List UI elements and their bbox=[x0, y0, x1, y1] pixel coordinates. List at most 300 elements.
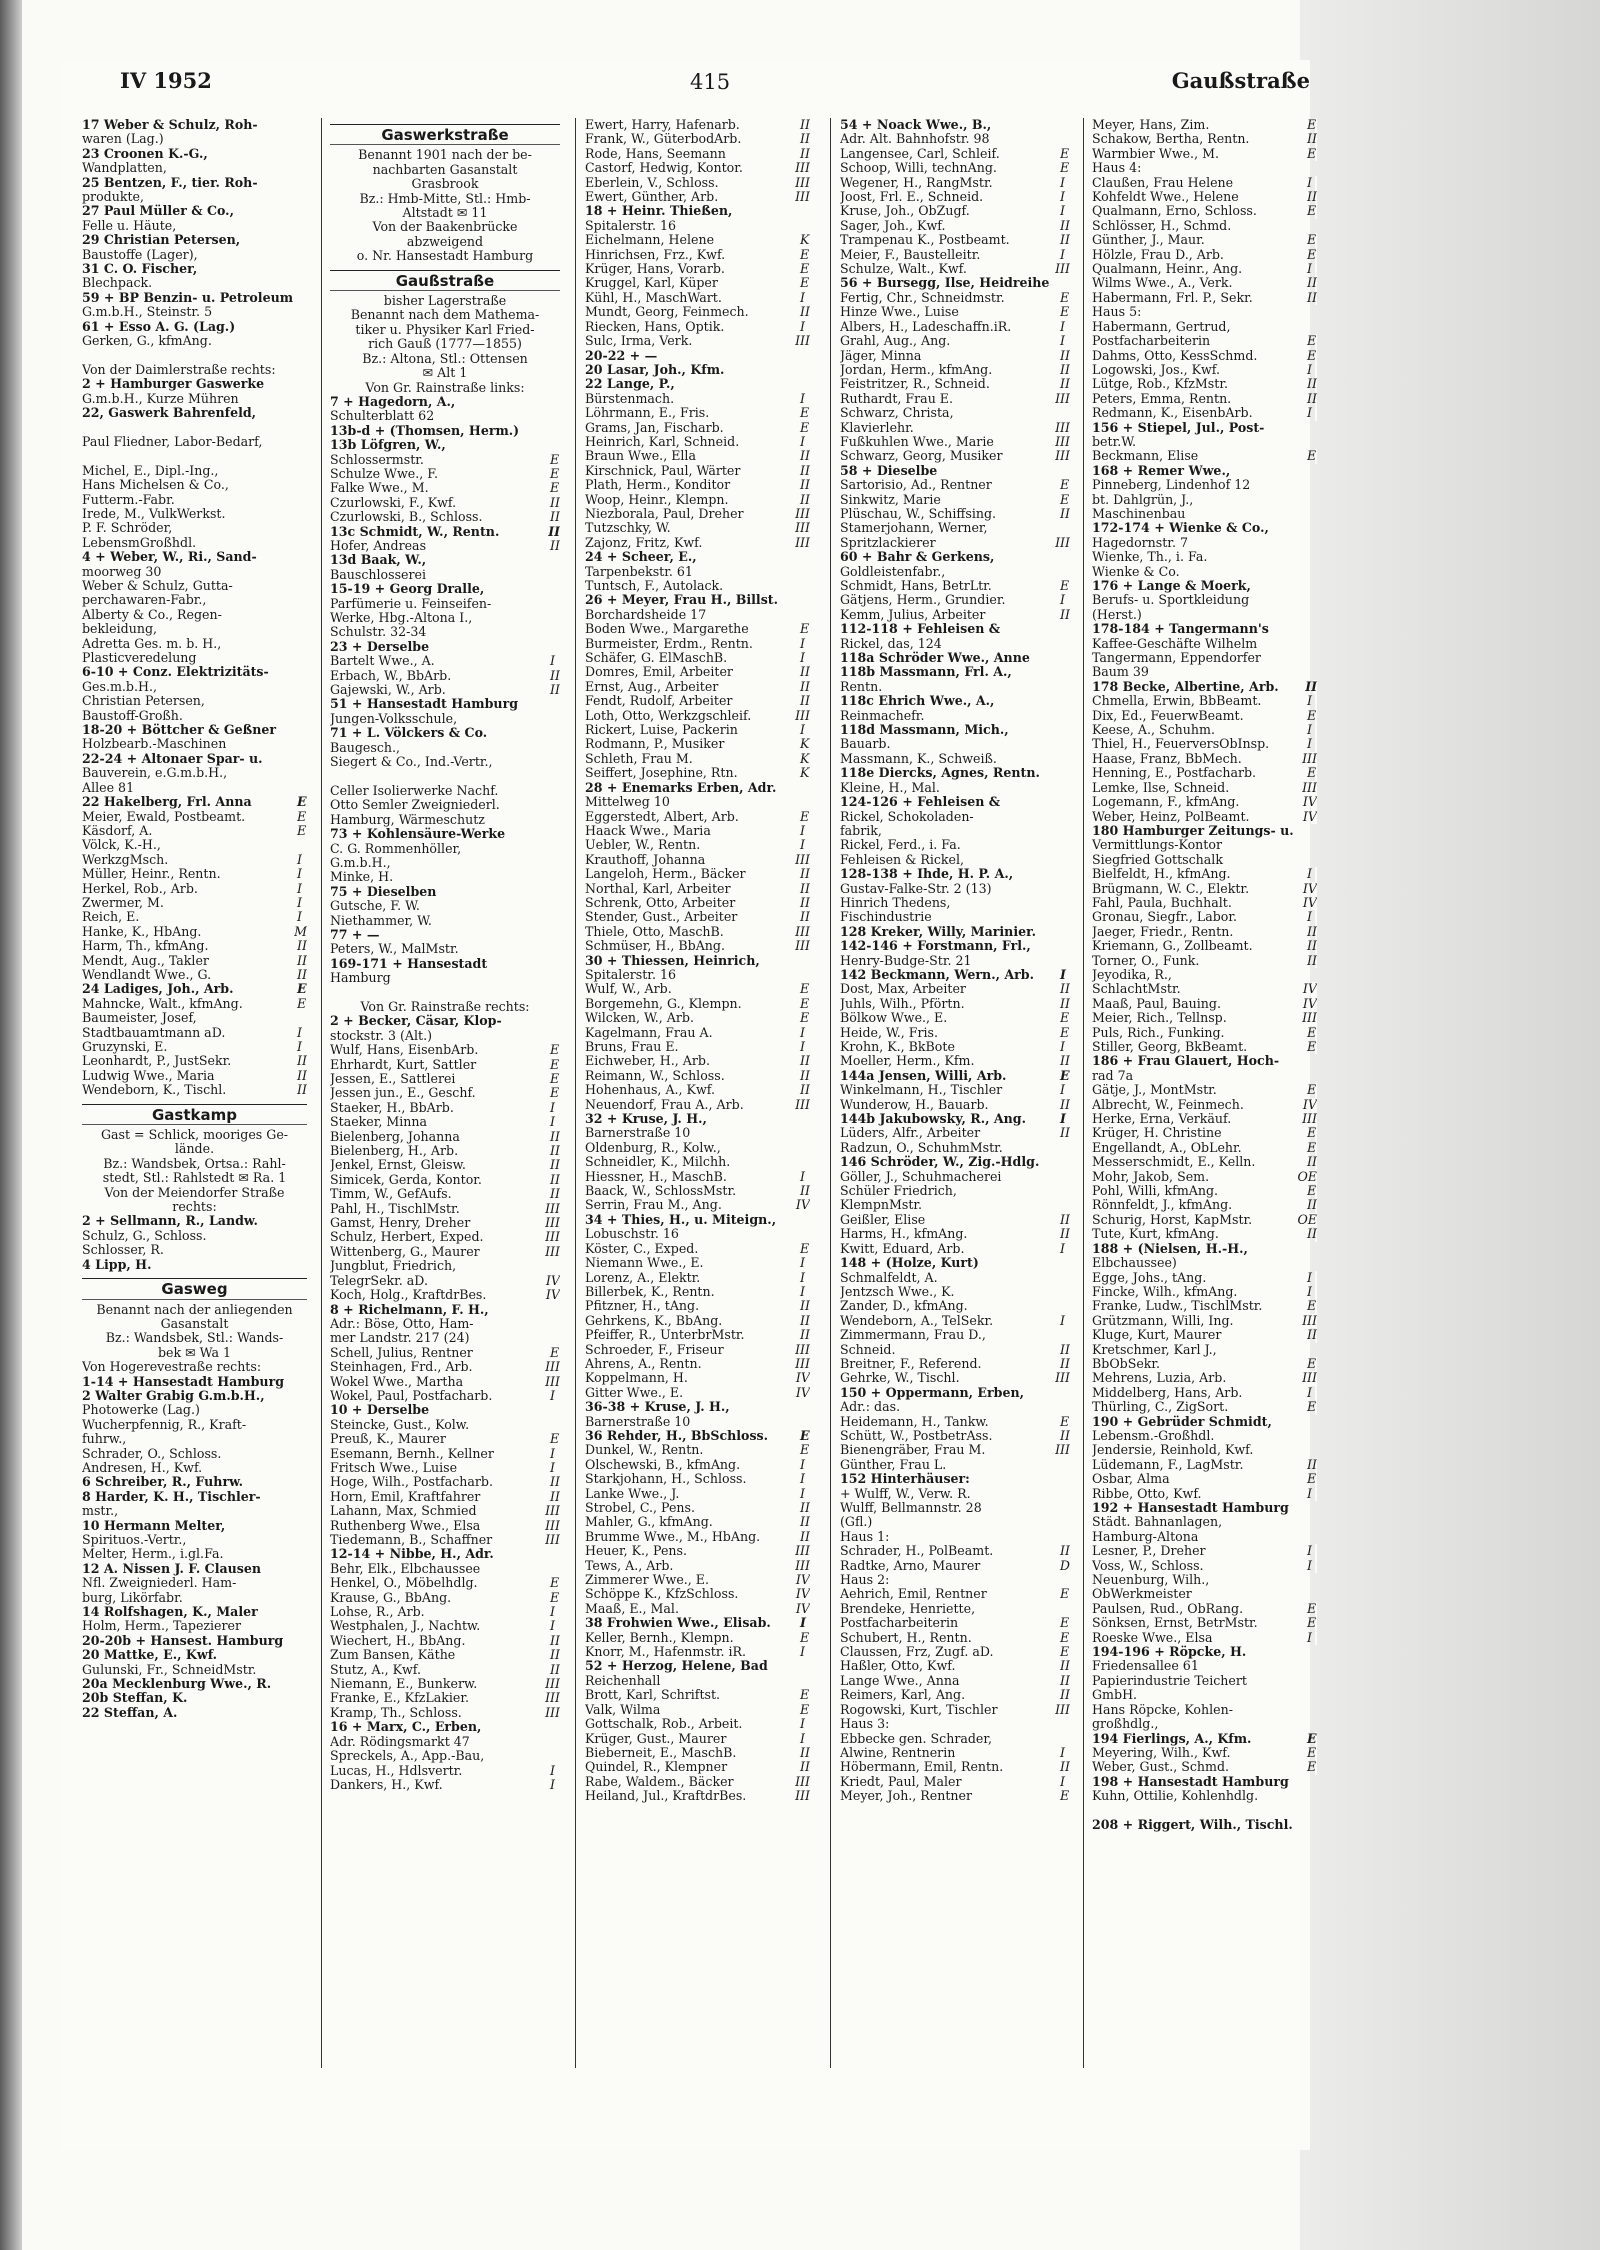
street-note: Bz.: Altona, Stl.: Ottensen bbox=[362, 351, 528, 366]
directory-entry bbox=[1092, 1299, 1317, 1313]
directory-entry bbox=[330, 1187, 560, 1201]
entry-text: Haus 4: bbox=[1092, 161, 1142, 176]
directory-entry bbox=[82, 507, 307, 521]
entry-text: Jungblut, Friedrich, bbox=[330, 1259, 457, 1274]
entry-text: G.m.b.H., Steinstr. 5 bbox=[82, 305, 213, 320]
directory-entry bbox=[82, 1360, 307, 1374]
directory-entry bbox=[82, 161, 307, 175]
directory-entry bbox=[585, 1285, 810, 1299]
directory-entry bbox=[585, 1357, 810, 1371]
entry-text: Seiffert, Josephine, Rtn. bbox=[585, 766, 738, 781]
directory-entry bbox=[840, 1688, 1070, 1702]
entry-text: Bauschlosserei bbox=[330, 567, 426, 582]
floor-marker: E bbox=[800, 982, 810, 997]
directory-entry bbox=[330, 539, 560, 553]
column-divider bbox=[1083, 118, 1084, 2068]
directory-entry bbox=[330, 899, 560, 913]
entry-text: Adr. Rödingsmarkt 47 bbox=[330, 1734, 470, 1749]
floor-marker: E bbox=[1307, 1083, 1317, 1098]
entry-text: Rode, Hans, Seemann bbox=[585, 146, 726, 161]
entry-text: Radzun, O., SchuhmMstr. bbox=[840, 1140, 1003, 1155]
entry-text: Habermann, Gertrud, bbox=[1092, 319, 1231, 334]
entry-text: Logowski, Jos., Kwf. bbox=[1092, 362, 1221, 377]
directory-entry bbox=[330, 1317, 560, 1331]
floor-marker: E bbox=[1307, 1025, 1317, 1040]
entry-text: Schleth, Frau M. bbox=[585, 751, 693, 766]
entry-text: Bürstenmach. bbox=[585, 391, 675, 406]
entry-text: Sönksen, Ernst, BetrMstr. bbox=[1092, 1616, 1258, 1631]
directory-entry bbox=[840, 939, 1070, 953]
directory-entry bbox=[1092, 723, 1317, 737]
entry-text: TelegrSekr. aD. bbox=[330, 1273, 428, 1288]
floor-marker: I bbox=[1068, 204, 1070, 218]
entry-text: 188 + (Nielsen, H.-H., bbox=[1092, 1241, 1248, 1256]
entry-text: Jordan, Herm., kfmAng. bbox=[840, 362, 993, 377]
entry-text: Falke Wwe., M. bbox=[330, 481, 429, 496]
entry-text: Heide, W., Fris. bbox=[840, 1025, 938, 1040]
directory-entry bbox=[82, 435, 307, 449]
entry-text: Gutsche, F. W. bbox=[330, 899, 420, 914]
directory-entry bbox=[840, 752, 1070, 766]
directory-entry bbox=[330, 1058, 560, 1072]
entry-text: Käsdorf, A. bbox=[82, 823, 153, 838]
directory-entry bbox=[840, 1789, 1070, 1803]
entry-text: Peters, Emma, Rentn. bbox=[1092, 391, 1232, 406]
directory-entry bbox=[840, 579, 1070, 593]
floor-marker: II bbox=[550, 538, 560, 553]
directory-entry bbox=[585, 1011, 810, 1025]
directory-entry bbox=[840, 1011, 1070, 1025]
floor-marker: II bbox=[800, 305, 810, 320]
entry-text: Woop, Heinr., Klempn. bbox=[585, 492, 729, 507]
floor-marker: II bbox=[1060, 233, 1070, 248]
directory-entry bbox=[840, 709, 1070, 723]
directory-entry bbox=[585, 161, 810, 175]
entry-text: Thürling, C., ZigSort. bbox=[1092, 1400, 1229, 1415]
floor-marker: E bbox=[550, 1086, 560, 1101]
directory-entry bbox=[840, 147, 1070, 161]
floor-marker: I bbox=[808, 1271, 810, 1285]
floor-marker: E bbox=[1307, 1472, 1317, 1487]
directory-entry bbox=[840, 262, 1070, 276]
floor-marker: III bbox=[795, 161, 810, 176]
entry-text: Wunderow, H., Bauarb. bbox=[840, 1097, 989, 1112]
directory-entry bbox=[840, 1026, 1070, 1040]
directory-entry bbox=[840, 737, 1070, 751]
entry-text: großhdlg., bbox=[1092, 1717, 1159, 1732]
directory-entry bbox=[840, 1040, 1070, 1054]
entry-text: Wendeborn, K., Tischl. bbox=[82, 1083, 227, 1098]
directory-entry bbox=[585, 248, 810, 262]
directory-entry bbox=[330, 510, 560, 524]
directory-entry bbox=[330, 424, 560, 438]
entry-text: Sulc, Irma, Verk. bbox=[585, 334, 693, 349]
directory-entry bbox=[82, 896, 307, 910]
entry-text: Rickert, Luise, Packerin bbox=[585, 723, 738, 738]
directory-entry bbox=[840, 1631, 1070, 1645]
entry-text: Henry-Budge-Str. 21 bbox=[840, 953, 972, 968]
directory-column-1 bbox=[82, 118, 307, 1720]
entry-text: Koch, Holg., KraftdrBes. bbox=[330, 1288, 487, 1303]
entry-text: 198 + Hansestadt Hamburg bbox=[1092, 1774, 1289, 1789]
directory-entry bbox=[840, 1126, 1070, 1140]
floor-marker: IV bbox=[1302, 982, 1317, 997]
entry-text: Westphalen, J., Nachtw. bbox=[330, 1619, 481, 1634]
entry-text: Juhls, Wilh., Pförtn. bbox=[840, 996, 965, 1011]
directory-entry bbox=[840, 521, 1070, 535]
entry-text: Wulff, Bellmannstr. 28 bbox=[840, 1501, 982, 1515]
entry-text: Alberty & Co., Regen- bbox=[82, 607, 222, 622]
street-note: Von Gr. Rainstraße rechts: bbox=[360, 999, 530, 1014]
directory-entry bbox=[1092, 1429, 1317, 1443]
floor-marker: E bbox=[1060, 1789, 1070, 1804]
entry-text: Jeyodika, R., bbox=[1092, 967, 1172, 982]
entry-text: Dix, Ed., FeuerwBeamt. bbox=[1092, 708, 1244, 723]
entry-text: produkte, bbox=[82, 190, 144, 205]
directory-entry bbox=[82, 882, 307, 896]
entry-text: 186 + Frau Glauert, Hoch- bbox=[1092, 1054, 1280, 1069]
directory-entry bbox=[585, 1515, 810, 1529]
entry-text: 13c Schmidt, W., Rentn. bbox=[330, 524, 500, 539]
floor-marker: I bbox=[558, 1461, 560, 1475]
floor-marker: II bbox=[1060, 982, 1070, 997]
entry-text: BbObSekr. bbox=[1092, 1356, 1161, 1371]
entry-text: Schell, Julius, Rentner bbox=[330, 1345, 473, 1360]
entry-text: Baack, W., SchlossMstr. bbox=[585, 1184, 737, 1199]
directory-entry bbox=[585, 1371, 810, 1385]
floor-marker: E bbox=[550, 1345, 560, 1360]
entry-text: Günther, J., Maur. bbox=[1092, 233, 1205, 248]
floor-marker: II bbox=[800, 895, 810, 910]
directory-entry bbox=[330, 755, 560, 769]
entry-text: Wienke, Th., i. Fa. bbox=[1092, 550, 1208, 565]
floor-marker: II bbox=[1060, 607, 1070, 622]
floor-marker: E bbox=[1307, 334, 1317, 349]
directory-entry bbox=[330, 1475, 560, 1489]
floor-marker: II bbox=[1060, 996, 1070, 1011]
street-note: abzweigend bbox=[406, 234, 484, 249]
floor-marker: E bbox=[1060, 1645, 1070, 1660]
directory-entry bbox=[1092, 1804, 1317, 1818]
directory-entry bbox=[82, 939, 307, 953]
floor-marker: II bbox=[1060, 1544, 1070, 1559]
entry-text: Valk, Wilma bbox=[585, 1702, 661, 1717]
entry-text: 6-10 + Conz. Elektrizitäts- bbox=[82, 665, 269, 680]
page-number: 415 bbox=[690, 70, 731, 94]
floor-marker: II bbox=[1060, 362, 1070, 377]
floor-marker: III bbox=[795, 1097, 810, 1112]
entry-text: Harms, H., kfmAng. bbox=[840, 1227, 968, 1242]
floor-marker: I bbox=[1315, 737, 1317, 751]
entry-text: Nfl. Zweigniederl. Ham- bbox=[82, 1576, 237, 1591]
floor-marker: I bbox=[1068, 968, 1070, 982]
floor-marker: II bbox=[550, 1489, 560, 1504]
directory-entry bbox=[1092, 406, 1317, 420]
entry-text: Kluge, Kurt, Maurer bbox=[1092, 1328, 1222, 1343]
floor-marker: E bbox=[550, 1072, 560, 1086]
entry-text: Osbar, Alma bbox=[1092, 1472, 1170, 1487]
floor-marker: III bbox=[1055, 434, 1070, 449]
entry-text: 192 + Hansestadt Hamburg bbox=[1092, 1501, 1289, 1515]
floor-marker: II bbox=[550, 1475, 560, 1490]
directory-entry bbox=[1092, 1775, 1317, 1789]
entry-text: Baugesch., bbox=[330, 740, 401, 755]
directory-entry bbox=[330, 1778, 560, 1792]
floor-marker: III bbox=[795, 334, 810, 349]
entry-text: 36-38 + Kruse, J. H., bbox=[585, 1400, 730, 1415]
directory-entry bbox=[82, 1389, 307, 1403]
entry-text: Baustoff-Großh. bbox=[82, 708, 183, 723]
directory-entry bbox=[330, 1562, 560, 1576]
floor-marker: I bbox=[808, 838, 810, 852]
directory-entry bbox=[1092, 1530, 1317, 1544]
floor-marker: II bbox=[1307, 290, 1317, 305]
directory-entry bbox=[1092, 781, 1317, 795]
directory-entry bbox=[1092, 1098, 1317, 1112]
directory-entry bbox=[330, 582, 560, 596]
floor-marker: I bbox=[1315, 1285, 1317, 1299]
directory-entry bbox=[82, 449, 307, 463]
entry-text: Hamburg, Wärmeschutz bbox=[330, 812, 485, 827]
entry-text: 23 Croonen K.-G., bbox=[82, 146, 208, 161]
directory-entry bbox=[1092, 204, 1317, 218]
floor-marker: I bbox=[808, 723, 810, 737]
directory-entry bbox=[82, 536, 307, 550]
entry-text: 2 + Becker, Cäsar, Klop- bbox=[330, 1014, 502, 1029]
directory-entry bbox=[1092, 1011, 1317, 1025]
floor-marker: E bbox=[1307, 348, 1317, 363]
entry-text: Schmidt, Hans, BetrLtr. bbox=[840, 579, 992, 593]
floor-marker: E bbox=[1307, 118, 1317, 132]
entry-text: Quindel, R., Klempner bbox=[585, 1760, 728, 1775]
entry-text: Jäger, Minna bbox=[840, 348, 922, 363]
directory-entry bbox=[840, 1213, 1070, 1227]
directory-entry bbox=[82, 550, 307, 564]
directory-entry bbox=[330, 1346, 560, 1360]
directory-entry bbox=[1092, 1717, 1317, 1731]
directory-entry bbox=[840, 882, 1070, 896]
entry-text: Henning, E., Postfacharb. bbox=[1092, 766, 1257, 781]
directory-entry bbox=[1092, 233, 1317, 247]
directory-entry bbox=[585, 1746, 810, 1760]
entry-text: perchawaren-Fabr., bbox=[82, 593, 207, 608]
floor-marker: II bbox=[550, 1633, 560, 1648]
entry-text: 10 + Derselbe bbox=[330, 1403, 430, 1418]
entry-text: 77 + — bbox=[330, 927, 380, 942]
entry-text: 18 + Heinr. Thießen, bbox=[585, 204, 733, 219]
entry-text: Wilcken, W., Arb. bbox=[585, 1011, 694, 1026]
directory-entry bbox=[840, 910, 1070, 924]
floor-marker: E bbox=[1307, 1400, 1317, 1415]
entry-text: 156 + Stiepel, Jul., Post- bbox=[1092, 420, 1265, 435]
entry-text: Herkel, Rob., Arb. bbox=[82, 881, 198, 896]
entry-text: Puls, Rich., Funking. bbox=[1092, 1025, 1225, 1040]
entry-text: Engellandt, A., ObLehr. bbox=[1092, 1140, 1242, 1155]
entry-text: 71 + L. Völckers & Co. bbox=[330, 726, 488, 741]
directory-entry bbox=[330, 683, 560, 697]
floor-marker: II bbox=[1060, 1212, 1070, 1227]
directory-entry bbox=[585, 421, 810, 435]
floor-marker: E bbox=[1307, 449, 1317, 464]
directory-entry bbox=[1092, 248, 1317, 262]
directory-entry bbox=[1092, 1458, 1317, 1472]
entry-text: Henkel, O., Möbelhdlg. bbox=[330, 1576, 478, 1591]
street-note: Von der Baakenbrücke bbox=[372, 220, 518, 235]
directory-entry bbox=[840, 1429, 1070, 1443]
floor-marker: I bbox=[808, 435, 810, 449]
directory-entry bbox=[1092, 435, 1317, 449]
directory-entry bbox=[1092, 392, 1317, 406]
entry-text: 61 + Esso A. G. (Lag.) bbox=[82, 319, 236, 334]
floor-marker: IV bbox=[795, 1371, 810, 1386]
directory-entry bbox=[840, 925, 1070, 939]
entry-text: Schwarz, Christa, bbox=[840, 406, 954, 421]
entry-text: Messerschmidt, E., Kelln. bbox=[1092, 1155, 1256, 1170]
entry-text: Rickel, Ferd., i. Fa. bbox=[840, 838, 961, 853]
floor-marker: I bbox=[1068, 334, 1070, 348]
entry-text: Serrin, Frau M., Ang. bbox=[585, 1198, 722, 1213]
entry-text: Schulstr. 32-34 bbox=[330, 625, 427, 640]
floor-marker: III bbox=[795, 1356, 810, 1371]
entry-text: 112-118 + Fehleisen & bbox=[840, 622, 1001, 637]
directory-entry bbox=[1092, 536, 1317, 550]
directory-entry bbox=[330, 1288, 560, 1302]
directory-entry bbox=[1092, 493, 1317, 507]
directory-entry bbox=[1092, 795, 1317, 809]
directory-entry bbox=[585, 925, 810, 939]
entry-text: Riecken, Hans, Optik. bbox=[585, 319, 725, 334]
directory-entry bbox=[82, 1619, 307, 1633]
floor-marker: III bbox=[545, 1360, 560, 1375]
floor-marker: E bbox=[1060, 146, 1070, 161]
street-note: rich Gauß (1777—1855) bbox=[368, 337, 522, 352]
directory-entry bbox=[82, 1504, 307, 1518]
directory-entry bbox=[1092, 1170, 1317, 1184]
directory-entry bbox=[840, 781, 1070, 795]
entry-text: Gerken, G., kfmAng. bbox=[82, 334, 212, 349]
directory-entry bbox=[330, 481, 560, 495]
directory-entry bbox=[82, 478, 307, 492]
directory-entry bbox=[1092, 1083, 1317, 1097]
floor-marker: E bbox=[800, 262, 810, 277]
entry-text: Fertig, Chr., Schneidmstr. bbox=[840, 290, 1005, 305]
entry-text: Niemann Wwe., E. bbox=[585, 1256, 704, 1271]
entry-text: Logemann, F., kfmAng. bbox=[1092, 795, 1240, 810]
entry-text: Wiechert, H., BbAng. bbox=[330, 1633, 466, 1648]
entry-text: Krohn, K., BkBote bbox=[840, 1040, 955, 1054]
entry-text: Hinze Wwe., Luise bbox=[840, 305, 959, 320]
directory-entry bbox=[1092, 565, 1317, 579]
street-note: Benannt nach der anliegenden bbox=[96, 1302, 293, 1317]
floor-marker: II bbox=[297, 939, 307, 954]
entry-text: stockstr. 3 (Alt.) bbox=[330, 1028, 432, 1043]
entry-text: Frank, W., GüterbodArb. bbox=[585, 132, 742, 147]
directory-entry bbox=[82, 810, 307, 824]
floor-marker: OE bbox=[1297, 1169, 1317, 1184]
entry-text: fuhrw., bbox=[82, 1432, 127, 1447]
entry-text: Kemm, Julius, Arbeiter bbox=[840, 607, 986, 622]
directory-entry bbox=[330, 1663, 560, 1677]
entry-text: 28 + Enemarks Erben, Adr. bbox=[585, 780, 777, 795]
directory-entry bbox=[585, 233, 810, 247]
floor-marker: II bbox=[800, 1328, 810, 1343]
directory-entry bbox=[330, 1591, 560, 1605]
directory-entry bbox=[330, 986, 560, 1000]
floor-marker: III bbox=[1302, 1011, 1317, 1026]
directory-entry bbox=[1092, 1242, 1317, 1256]
directory-entry bbox=[585, 1328, 810, 1342]
directory-entry bbox=[82, 1447, 307, 1461]
directory-entry bbox=[330, 1115, 560, 1129]
street-note: rechts: bbox=[172, 1200, 217, 1215]
entry-text: Von der Daimlerstraße rechts: bbox=[82, 362, 276, 377]
entry-text: C. G. Rommenhöller, bbox=[330, 841, 462, 856]
floor-marker: E bbox=[1060, 478, 1070, 493]
floor-marker: II bbox=[1060, 1054, 1070, 1069]
entry-text: Fendt, Rudolf, Arbeiter bbox=[585, 694, 733, 709]
directory-entry bbox=[82, 1691, 307, 1705]
floor-marker: II bbox=[550, 668, 560, 683]
entry-text: Feistritzer, R., Schneid. bbox=[840, 377, 990, 392]
directory-entry bbox=[840, 550, 1070, 564]
floor-marker: E bbox=[1060, 1587, 1070, 1602]
floor-marker: II bbox=[1060, 1342, 1070, 1357]
directory-entry bbox=[330, 1634, 560, 1648]
floor-marker: II bbox=[800, 1313, 810, 1328]
floor-marker: I bbox=[305, 882, 307, 896]
directory-entry bbox=[82, 276, 307, 290]
directory-entry bbox=[82, 910, 307, 924]
directory-entry bbox=[82, 233, 307, 247]
floor-marker: E bbox=[297, 982, 307, 997]
floor-marker: III bbox=[795, 1544, 810, 1559]
directory-entry bbox=[585, 954, 810, 968]
directory-entry bbox=[840, 161, 1070, 175]
directory-entry bbox=[82, 925, 307, 939]
directory-entry bbox=[840, 1227, 1070, 1241]
entry-text: Neuenburg, Wilh., bbox=[1092, 1573, 1210, 1588]
entry-text: Schmalfeldt, A. bbox=[840, 1270, 938, 1285]
directory-entry bbox=[82, 1562, 307, 1576]
directory-entry bbox=[840, 1415, 1070, 1429]
directory-entry bbox=[1092, 1198, 1317, 1212]
directory-entry bbox=[330, 438, 560, 452]
directory-entry bbox=[585, 550, 810, 564]
directory-entry bbox=[840, 824, 1070, 838]
floor-marker: II bbox=[800, 1529, 810, 1544]
floor-marker: III bbox=[795, 708, 810, 723]
directory-entry bbox=[330, 654, 560, 668]
entry-text: Stamerjohann, Werner, bbox=[840, 521, 988, 536]
entry-text: Grützmann, Willi, Ing. bbox=[1092, 1313, 1234, 1328]
floor-marker: E bbox=[1060, 290, 1070, 305]
entry-text: Meyering, Wilh., Kwf. bbox=[1092, 1745, 1231, 1760]
directory-entry bbox=[585, 608, 810, 622]
entry-text: 22-24 + Altonaer Spar- u. bbox=[82, 751, 263, 766]
directory-entry bbox=[585, 176, 810, 190]
directory-entry bbox=[585, 320, 810, 334]
entry-text: Gustav-Falke-Str. 2 (13) bbox=[840, 881, 992, 896]
entry-text: Schlossermstr. bbox=[330, 452, 424, 467]
floor-marker: III bbox=[795, 535, 810, 550]
directory-entry bbox=[585, 680, 810, 694]
entry-text: Jungen-Volksschule, bbox=[330, 711, 458, 726]
entry-text: Brügmann, W. C., Elektr. bbox=[1092, 881, 1250, 896]
floor-marker: II bbox=[800, 910, 810, 925]
directory-entry bbox=[585, 1098, 810, 1112]
directory-entry bbox=[330, 928, 560, 942]
directory-entry bbox=[330, 942, 560, 956]
